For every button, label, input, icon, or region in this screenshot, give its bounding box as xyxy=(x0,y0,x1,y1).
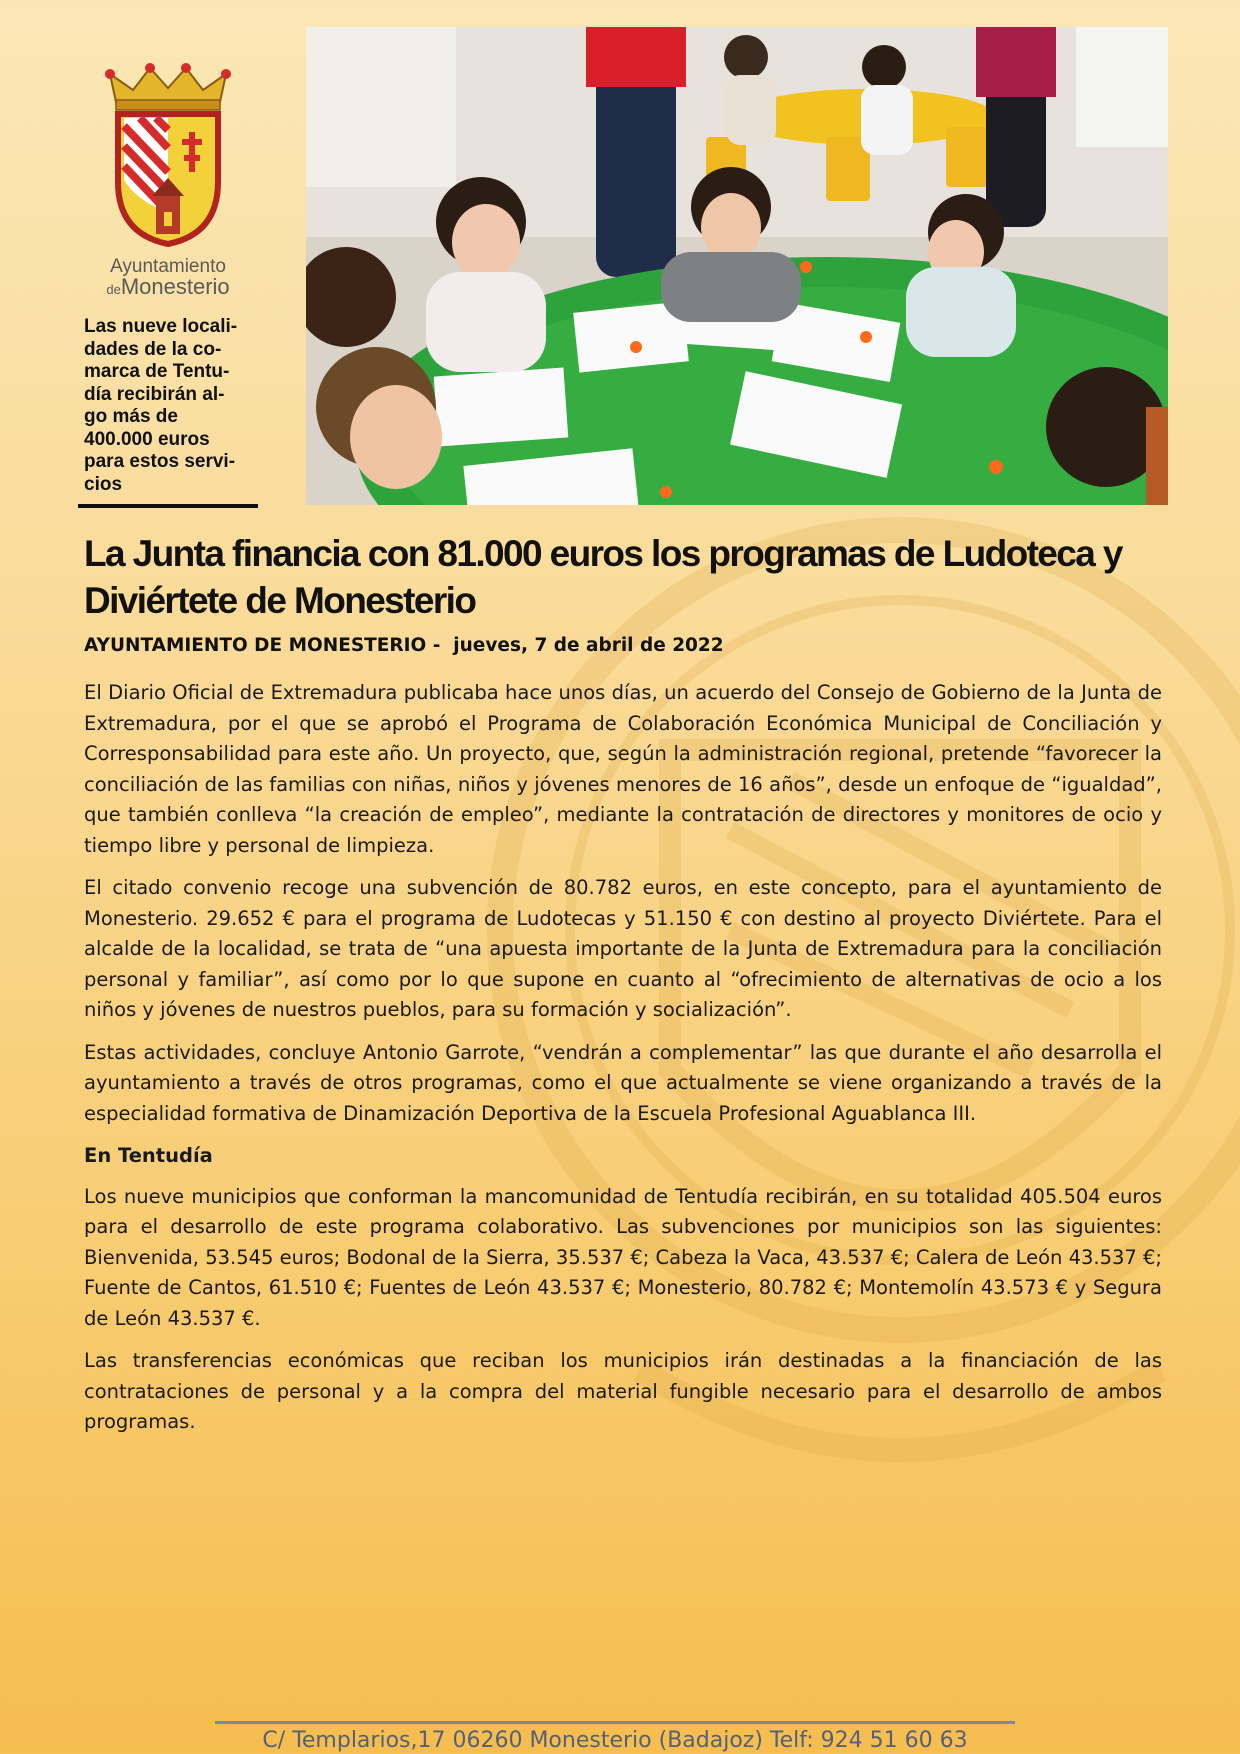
article-paragraph-5: Las transferencias económicas que reciban los municipios irán destinadas a la financiación de las contrataciones de personal y a la compra del material fungible necesario para el desarrollo de ambos programas. xyxy=(84,1349,1162,1433)
article-paragraph-1: El Diario Oficial de Extremadura publicaba hace unos días, un acuerdo del Consejo de Gobierno de la Junta de Extremadura, por el que se aprobó el Programa de Colaboración Económica Municipal de Conciliación y Corresponsabilidad para este año. Un proyecto, que, según la administración regional, pretende “favorecer la conciliación de las familias con niñas, niños y jóvenes menores de 16 años”, desde un enfoque de “igualdad”, que también conlleva “la creación de empleo”, mediante la contratación de directores y monitores de ocio y tiempo libre y personal de limpieza. xyxy=(84,681,1162,857)
footer-address: C/ Templarios,17 06260 Monesterio (Badajoz) Telf: 924 51 60 63 xyxy=(262,1728,968,1753)
children-at-table-photo-icon xyxy=(306,27,1168,505)
article-photo xyxy=(306,27,1168,505)
article-headline: La Junta financia con 81.000 euros los programas de Ludoteca y Diviértete de Monesterio xyxy=(84,533,1122,621)
sidebar-divider xyxy=(78,504,258,508)
logo-wordmark xyxy=(88,257,248,298)
logo-line-ayuntamiento: Ayuntamiento xyxy=(110,256,226,277)
article-subheading: En Tentudía xyxy=(84,1144,213,1167)
article-body xyxy=(84,678,1162,1450)
byline-separator: - xyxy=(426,635,454,656)
logo-line-monesterio xyxy=(88,276,248,298)
article-source: AYUNTAMIENTO DE MONESTERIO xyxy=(84,635,427,656)
logo-line-town: Monesterio xyxy=(120,274,230,299)
ayuntamiento-logo xyxy=(88,62,248,302)
article-byline xyxy=(84,635,724,656)
footer-divider xyxy=(215,1721,1015,1724)
article-paragraph-3: Estas actividades, concluye Antonio Garrote, “vendrán a complementar” las que durante el año desarrolla el ayuntamiento a través de otros programas, como el que actualmente se viene organizando a través de la especialidad formativa de Dinamización Deportiva de la Escuela Profesional Aguablanca III. xyxy=(84,1040,1162,1125)
sidebar-summary: Las nueve locali- dades de la co- marca de Tentu- día recibirán al- go más de 400.000 euros para estos servi- cios xyxy=(84,316,238,495)
article-paragraph-2: El citado convenio recoge una subvención de 80.782 euros, en este concepto, para el ayuntamiento de Monesterio. 29.652 € para el programa de Ludotecas y 51.150 € con destino al proyecto Diviértete. Para el alcalde de la localidad, se trata de “una apuesta importante de la Junta de Extremadura para la conciliación personal y familiar”, así como por lo que supone en cuanto al “ofrecimiento de alternativas de ocio a los niños y jóvenes de nuestros pueblos, para su formación y socialización”. xyxy=(84,876,1162,1021)
article-paragraph-4: Los nueve municipios que conforman la mancomunidad de Tentudía recibirán, en su totalidad 405.504 euros para el desarrollo de este programa colaborativo. Las subvenciones por municipios son las siguientes: Bienvenida, 53.545 euros; Bodonal de la Sierra, 35.537 €; Cabeza la Vaca, 43.537 €; Calera de León 43.537 €; Fuente de Cantos, 61.510 €; Fuentes de León 43.537 €; Monesterio, 80.782 €; Montemolín 43.573 € y Segura de León 43.537 €. xyxy=(84,1184,1163,1330)
coat-of-arms-icon xyxy=(88,62,248,252)
logo-line-de: de xyxy=(106,282,121,297)
article-date: jueves, 7 de abril de 2022 xyxy=(453,635,724,656)
